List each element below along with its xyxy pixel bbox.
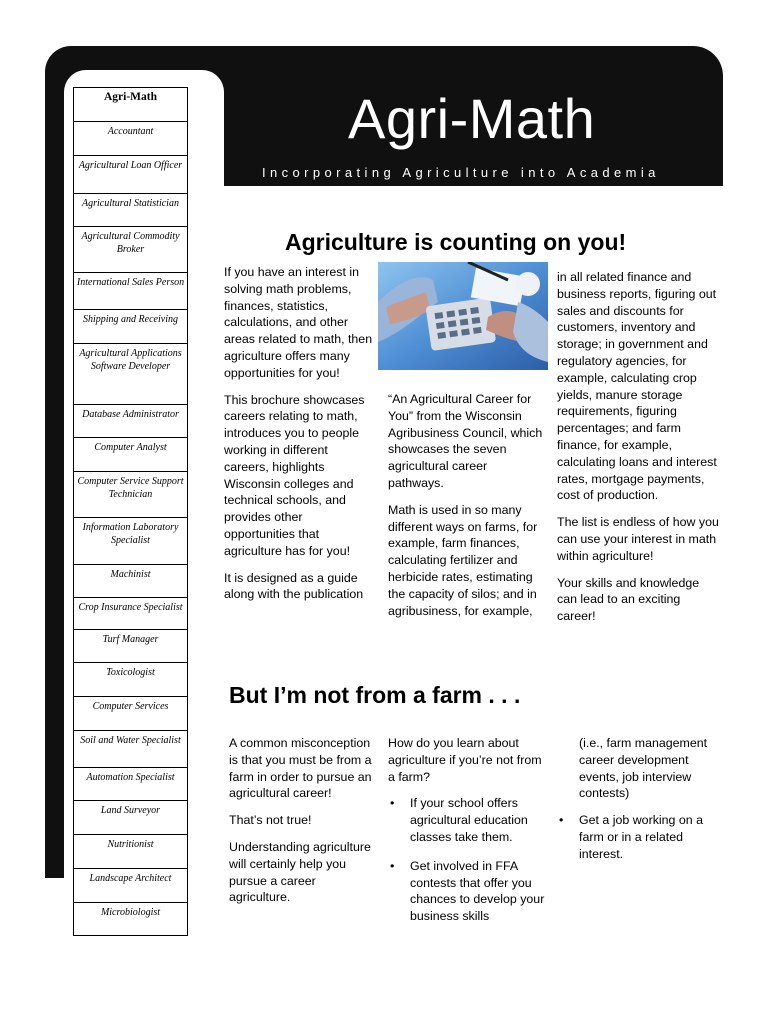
sidebar-item: Nutritionist — [74, 834, 187, 868]
sidebar-item: International Sales Person — [74, 272, 187, 309]
tips-list-continued — [557, 812, 717, 862]
sidebar-item: Accountant — [74, 121, 187, 155]
tips-list — [388, 795, 548, 925]
frame-left-edge — [45, 800, 65, 878]
sidebar-item: Agricultural Applications Software Developer — [74, 343, 187, 404]
sidebar-item: Computer Service Support Technician — [74, 471, 187, 517]
sidebar-item: Landscape Architect — [74, 868, 187, 902]
sidebar-item: Agricultural Loan Officer — [74, 155, 187, 193]
sidebar-item: Information Laboratory Specialist — [74, 517, 187, 564]
sidebar-item: Crop Insurance Specialist — [74, 597, 187, 629]
list-item: • Get involved in FFA contests that offer you chances to develop your business skills — [388, 858, 548, 925]
paragraph: Your skills and knowledge can lead to an exciting career! — [557, 575, 700, 624]
sidebar-item: Computer Services — [74, 696, 187, 730]
section-heading-counting: Agriculture is counting on you! — [285, 229, 627, 255]
intro-column-3 — [557, 269, 721, 635]
section-heading-farm: But I’m not from a farm . . . — [229, 682, 521, 708]
paragraph: This brochure showcases careers relating to math, introduces you to people working in different careers, highlights Wisconsin colleges and technical schools, and provides other opportunities that agriculture has for you! — [224, 392, 365, 558]
sidebar-item: Soil and Water Specialist — [74, 730, 187, 767]
career-sidebar — [73, 87, 188, 936]
sidebar-item: Agricultural Statistician — [74, 193, 187, 226]
list-item: • Get a job working on a farm or in a related interest. — [557, 812, 717, 862]
paragraph: The list is endless of how you can use your interest in math within agriculture! — [557, 515, 719, 563]
brochure-title: Agri-Math — [348, 87, 596, 150]
paragraph: How do you learn about agriculture if you’re not from a farm? — [388, 736, 542, 784]
sidebar-item: Agricultural Commodity Broker — [74, 226, 187, 272]
calculator-hands-photo — [378, 262, 548, 370]
intro-column-1 — [224, 264, 374, 613]
sidebar-item: Automation Specialist — [74, 767, 187, 800]
paragraph: Understanding agriculture will certainly help you pursue a career agriculture. — [229, 839, 371, 905]
paragraph: It is designed as a guide along with the publication — [224, 570, 364, 602]
sidebar-item: Shipping and Receiving — [74, 309, 187, 343]
paragraph: in all related finance and business reports, figuring out sales and discounts for customers, inventory and storage; in government and regulatory agencies, for example, calculating crop yields, manure storage requirements, figuring percentages; and farm finance, for example, calculating loans and interest rates, mortgage payments, cost of production. — [557, 270, 717, 503]
sidebar-item: Land Surveyor — [74, 800, 187, 834]
paragraph: A common misconception is that you must be from a farm in order to pursue an agricultural career! — [229, 736, 372, 801]
sidebar-item: Machinist — [74, 564, 187, 597]
sidebar-item: Database Administrator — [74, 404, 187, 437]
intro-column-2 — [388, 391, 546, 629]
farm-column-3 — [557, 735, 717, 875]
paragraph: Math is used in so many different ways on farms, for example, farm finances, calculating fertilizer and herbicide rates, estimating the capacity of silos; and in agribusiness, for example, — [388, 502, 538, 618]
sidebar-item: Toxicologist — [74, 662, 187, 696]
sidebar-item: Turf Manager — [74, 629, 187, 662]
paragraph: “An Agricultural Career for You” from the Wisconsin Agribusiness Council, which showcases the seven agricultural career pathways. — [388, 392, 543, 490]
sidebar-item: Microbiologist — [74, 902, 187, 935]
list-item: • If your school offers agricultural education classes take them. — [388, 795, 548, 845]
paragraph: If you have an interest in solving math problems, finances, statistics, calculations, and other areas related to math, then agriculture offers many opportunities for you! — [224, 265, 373, 380]
paragraph: That’s not true! — [229, 813, 312, 828]
farm-column-1 — [229, 735, 377, 916]
sidebar-item: Computer Analyst — [74, 437, 187, 471]
brochure-tagline: Incorporating Agriculture into Academia — [262, 165, 660, 180]
farm-column-2 — [388, 735, 548, 937]
sidebar-title: Agri-Math — [103, 91, 157, 103]
paragraph: (i.e., farm management career development events, job interview contests) — [579, 736, 708, 801]
